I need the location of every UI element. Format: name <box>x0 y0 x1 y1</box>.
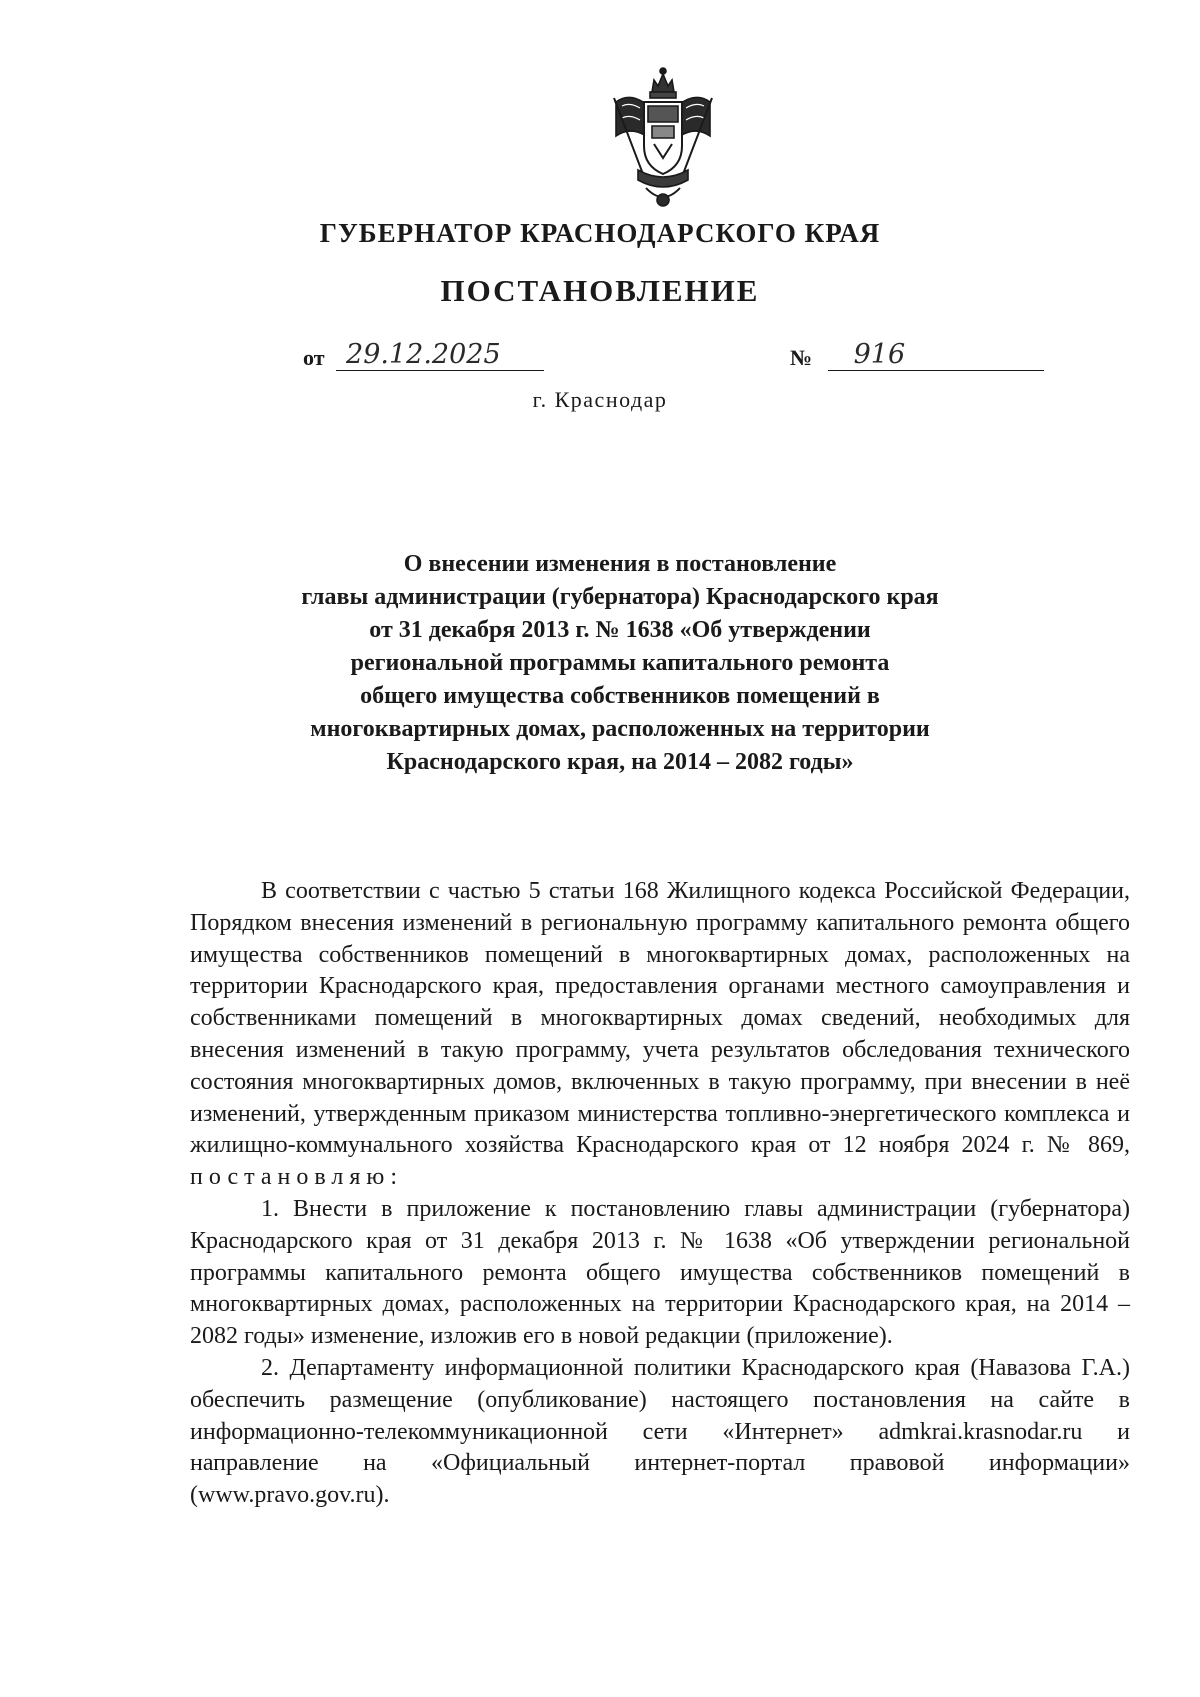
number-prefix: № <box>790 345 813 370</box>
title-line: общего имущества собственников помещений в <box>360 683 880 709</box>
title-line: региональной программы капитального ремонта <box>350 650 890 676</box>
decree-word: постановляю: <box>190 1164 403 1191</box>
document-number-line <box>790 340 1044 371</box>
title-line: О внесении изменения в постановление <box>403 551 837 577</box>
title-line: многоквартирных домах, расположенных на территории <box>310 716 930 742</box>
title-line: главы администрации (губернатора) Краснодарского края <box>301 584 939 610</box>
item-1-paragraph: 1. Внести в приложение к постановлению главы администрации (губернатора) Краснодарского края от 31 декабря 2013 г. № 1638 «Об утверждении региональной программы капитального ремонта общего имущества собственников помещений в многоквартирных домах, расположенных на территории Краснодарского края, на 2014 – 2082 годы» изменение, изложив его в новой редакции (приложение). <box>190 1195 1130 1350</box>
title-line: Краснодарского края, на 2014 – 2082 годы» <box>386 749 854 775</box>
city-of-issue: г. Краснодар <box>532 387 668 412</box>
item-2-paragraph: 2. Департаменту информационной политики Краснодарского края (Навазова Г.А.) обеспечить размещение (опубликование) настоящего постановления на сайте в информационно-телекоммуникационной сети «Интернет» admkrai.krasnodar.ru и направление на «Официальный интернет-портал правовой информации» (www.pravo.gov.ru). <box>190 1354 1130 1509</box>
coat-of-arms-emblem <box>608 62 718 212</box>
document-date-handwritten: 29.12.2025 <box>336 340 544 371</box>
document-title <box>200 548 1040 779</box>
preamble-text: В соответствии с частью 5 статьи 168 Жилищного кодекса Российской Федерации, Порядком внесения изменений в региональную программу капитального ремонта общего имущества собственников помещений в многоквартирных домах, расположенных на территории Краснодарского края, предоставления органами местного самоуправления и собственниками помещений в многоквартирных домах сведений, необходимых для внесения изменений в такую программу, учета результатов обследования технического состояния многоквартирных домов, включенных в такую программу, при внесении в неё изменений, утвержденным приказом министерства топливно-энергетического комплекса и жилищно-коммунального хозяйства Краснодарского края от 12 ноября 2024 г. № 869, <box>190 878 1130 1159</box>
document-body <box>190 876 1130 1512</box>
date-prefix: от <box>303 345 325 370</box>
document-number-handwritten: 916 <box>828 340 1044 371</box>
title-line: от 31 декабря 2013 г. № 1638 «Об утверждении <box>369 617 871 643</box>
document-date-line <box>303 340 544 371</box>
preamble-paragraph <box>190 876 1130 1194</box>
issuing-authority: ГУБЕРНАТОР КРАСНОДАРСКОГО КРАЯ <box>319 218 881 248</box>
document-type: ПОСТАНОВЛЕНИЕ <box>440 273 760 308</box>
